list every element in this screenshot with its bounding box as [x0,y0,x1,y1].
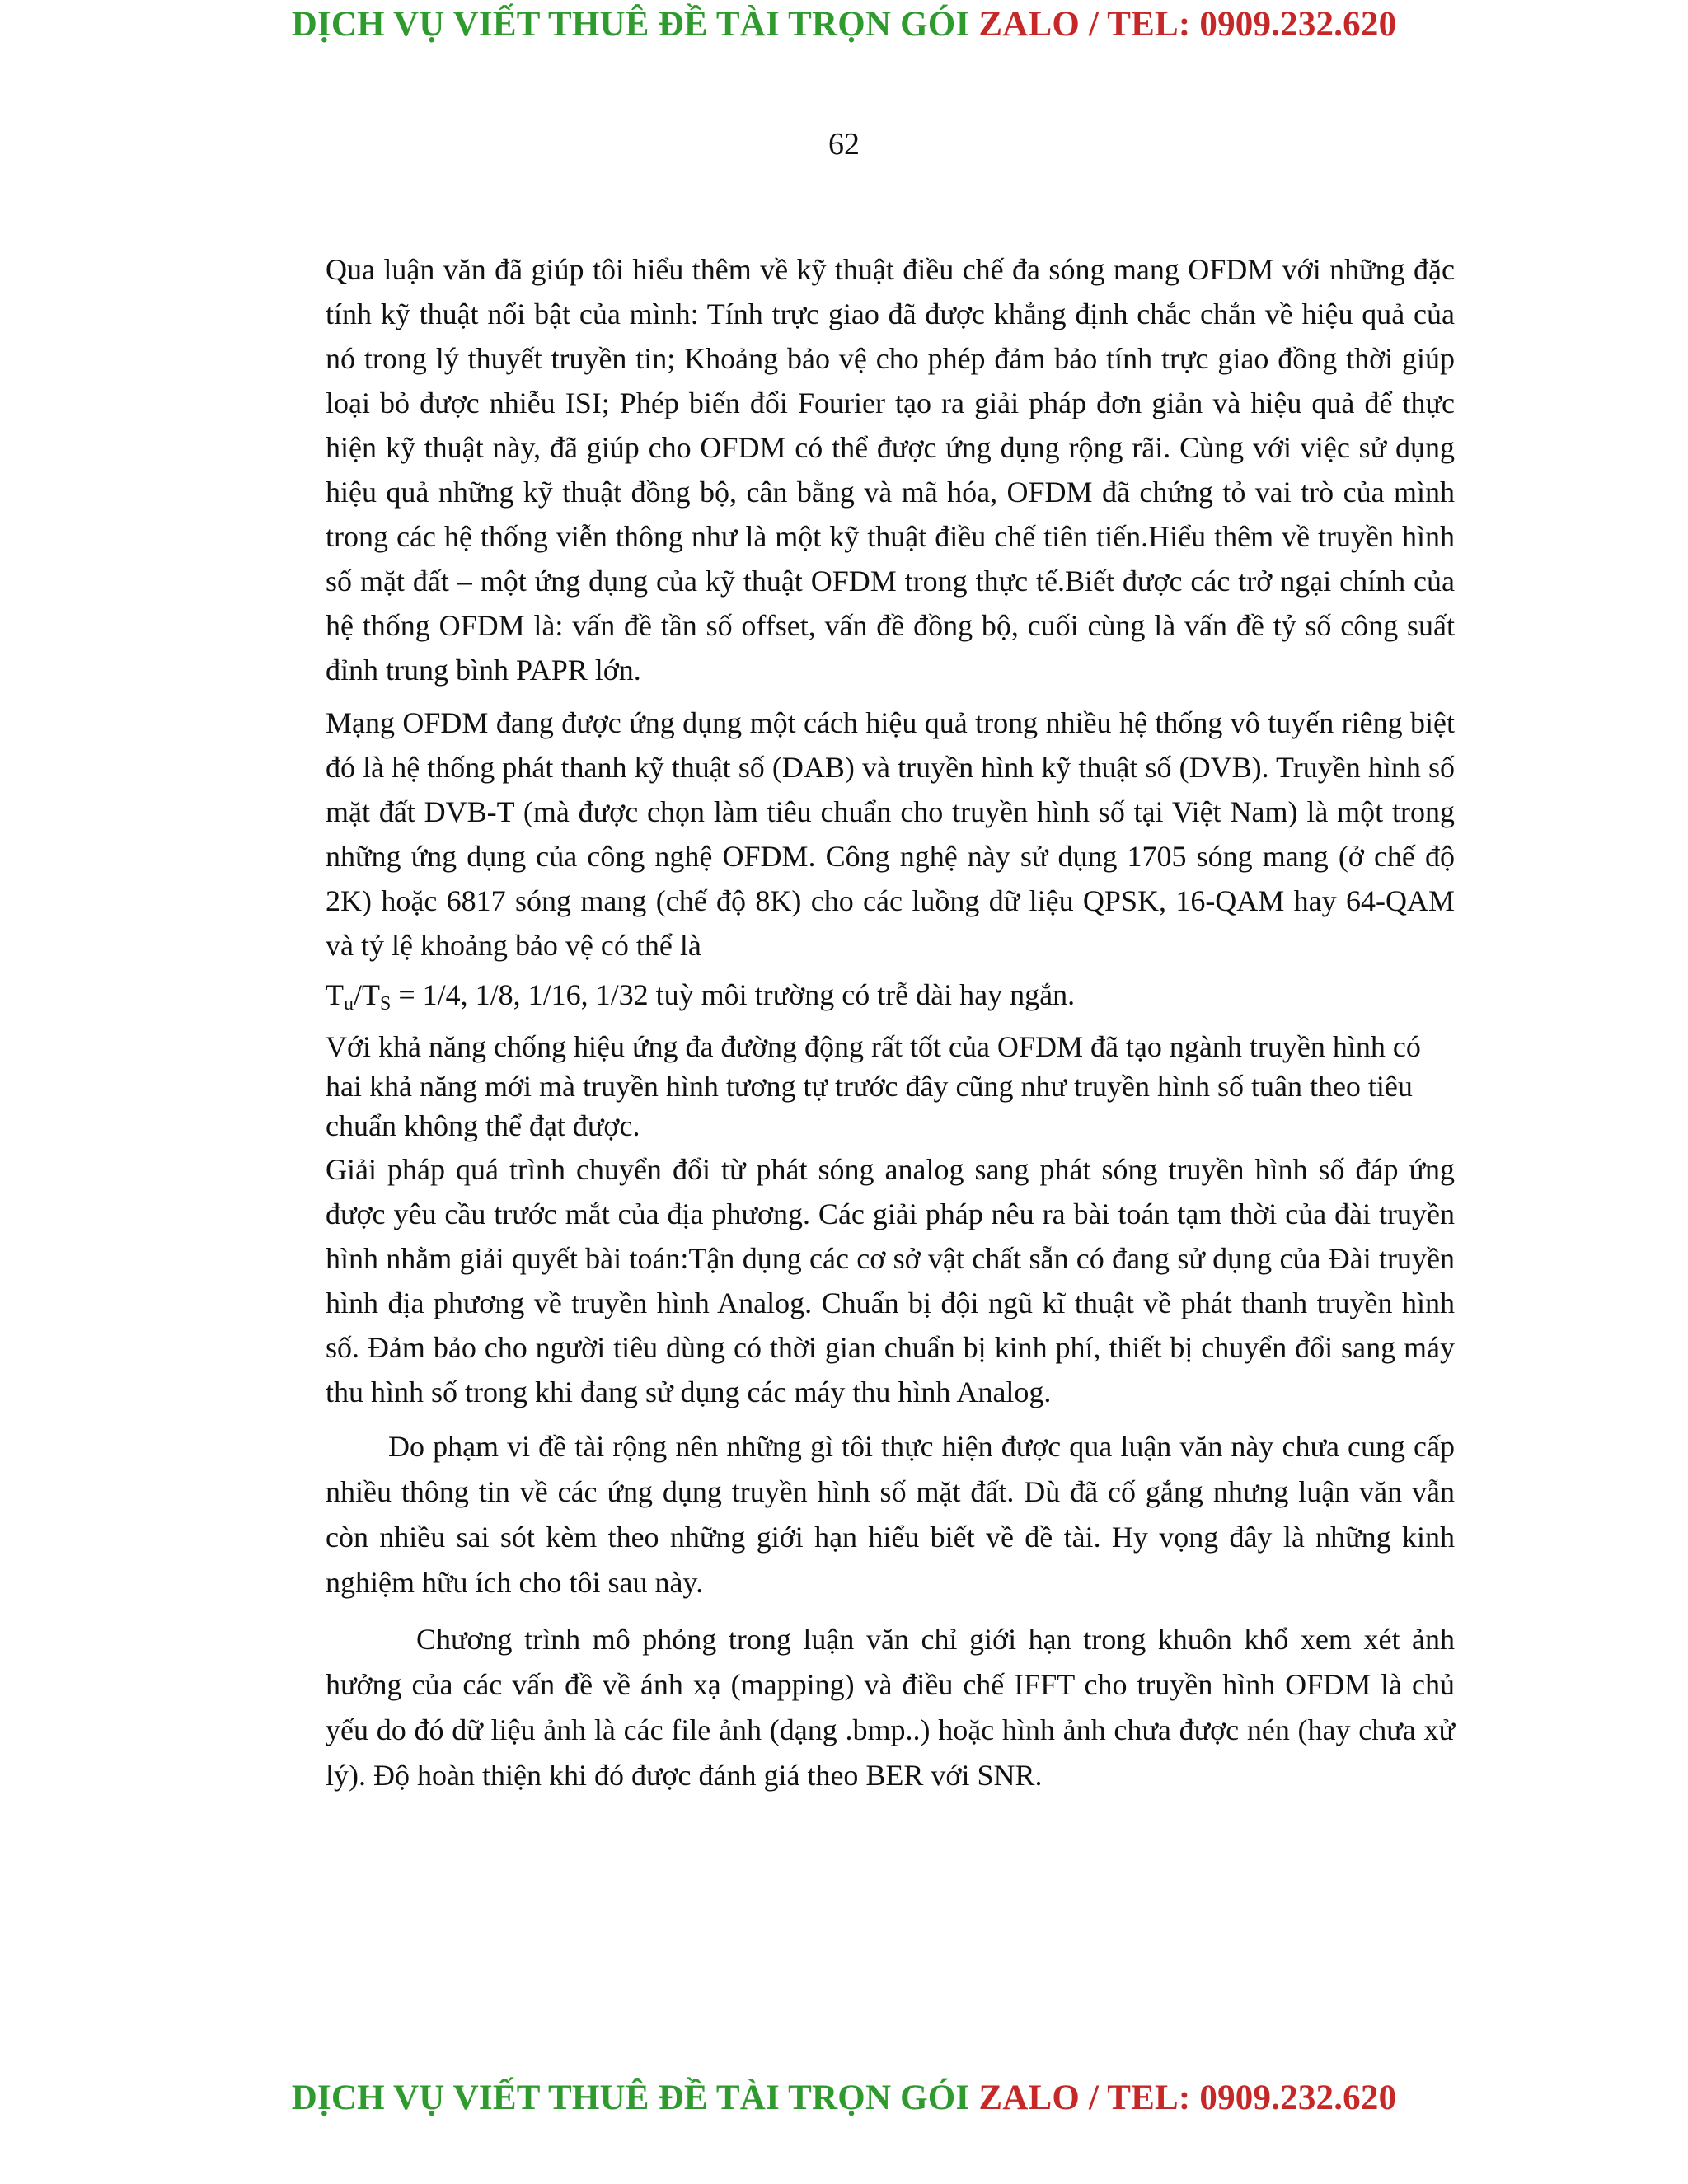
paragraph-4: Giải pháp quá trình chuyển đổi từ phát sóng analog sang phát sóng truyền hình số đáp ứng được yêu cầu trước mắt của địa phương. Các giải pháp nêu ra bài toán tạm thời của đài truyền hình nhằm giải quyết bài toán:Tận dụng các cơ sở vật chất sẵn có đang sử dụng của Đài truyền hình địa phương về truyền hình Analog. Chuẩn bị đội ngũ kĩ thuật về phát thanh truyền hình số. Đảm bảo cho người tiêu dùng có thời gian chuẩn bị kinh phí, thiết bị chuyển đổi sang máy thu hình số trong khi đang sử dụng các máy thu hình Analog. [326,1153,1455,1408]
footer-banner-service-text: DỊCH VỤ VIẾT THUÊ ĐỀ TÀI TRỌN GÓI [291,2079,979,2117]
header-banner-contact-text: ZALO / TEL: 0909.232.620 [978,5,1397,44]
header-banner [0,2,1688,48]
footer-banner-contact-text: ZALO / TEL: 0909.232.620 [978,2079,1397,2117]
paragraph-6: Chương trình mô phỏng trong luận văn chỉ giới hạn trong khuôn khổ xem xét ảnh hưởng của các vấn đề về ánh xạ (mapping) và điều chế IFFT cho truyền hình OFDM là chủ yếu do đó dữ liệu ảnh là các file ảnh (dạng .bmp..) hoặc hình ảnh chưa được nén (hay chưa xử lý). Độ hoàn thiện khi đó được đánh giá theo BER với SNR. [326,1623,1455,1792]
paragraph-2 [326,701,1455,1022]
paragraph-2-text: Mạng OFDM đang được ứng dụng một cách hiệu quả trong nhiều hệ thống vô tuyến riêng biệt đó là hệ thống phát thanh kỹ thuật số (DAB) và truyền hình kỹ thuật số (DVB). Truyền hình số mặt đất DVB-T (mà được chọn làm tiêu chuẩn cho truyền hình số tại Việt Nam) là một trong những ứng dụng của công nghệ OFDM. Công nghệ này sử dụng 1705 sóng mang (ở chế độ 2K) hoặc 6817 sóng mang (chế độ 8K) cho các luồng dữ liệu QPSK, 16-QAM hay 64-QAM và tỷ lệ khoảng bảo vệ có thể là [326,706,1455,962]
formula-sub-u: u [344,993,354,1015]
formula-sub-s: S [380,993,392,1015]
paragraph-3: Với khả năng chống hiệu ứng đa đường động rất tốt của OFDM đã tạo ngành truyền hình có hai khả năng mới mà truyền hình tương tự trước đây cũng như truyền hình số tuân theo tiêu chuẩn không thể đạt được. [326,1030,1421,1142]
formula-t: T [326,978,344,1011]
paragraph-5: Do phạm vi đề tài rộng nên những gì tôi thực hiện được qua luận văn này chưa cung cấp nhiều thông tin về các ứng dụng truyền hình số mặt đất. Dù đã cố gắng nhưng luận văn vẫn còn nhiều sai sót kèm theo những giới hạn hiểu biết về đề tài. Hy vọng đây là những kinh nghiệm hữu ích cho tôi sau này. [326,1430,1455,1599]
formula-slash-t: /T [354,978,380,1011]
paragraph-1: Qua luận văn đã giúp tôi hiểu thêm về kỹ thuật điều chế đa sóng mang OFDM với những đặc tính kỹ thuật nổi bật của mình: Tính trực giao đã được khẳng định chắc chắn về hiệu quả của nó trong lý thuyết truyền tin; Khoảng bảo vệ cho phép đảm bảo tính trực giao đồng thời giúp loại bỏ được nhiễu ISI; Phép biến đổi Fourier tạo ra giải pháp đơn giản và hiệu quả để thực hiện kỹ thuật này, đã giúp cho OFDM có thể được ứng dụng rộng rãi. Cùng với việc sử dụng hiệu quả những kỹ thuật đồng bộ, cân bằng và mã hóa, OFDM đã chứng tỏ vai trò của mình trong các hệ thống viễn thông như là một kỹ thuật điều chế tiên tiến.Hiểu thêm về truyền hình số mặt đất – một ứng dụng của kỹ thuật OFDM trong thực tế.Biết được các trở ngại chính của hệ thống OFDM là: vấn đề tần số offset, vấn đề đồng bộ, cuối cùng là vấn đề tỷ số công suất đỉnh trung bình PAPR lớn. [326,253,1455,687]
footer-banner [0,2075,1688,2121]
header-banner-service-text: DỊCH VỤ VIẾT THUÊ ĐỀ TÀI TRỌN GÓI [291,5,979,44]
document-body [326,247,1455,1798]
guard-ratio-formula [326,968,1455,1022]
page-number: 62 [828,127,860,162]
formula-rest: = 1/4, 1/8, 1/16, 1/32 tuỳ môi trường có trễ dài hay ngắn. [391,978,1076,1011]
